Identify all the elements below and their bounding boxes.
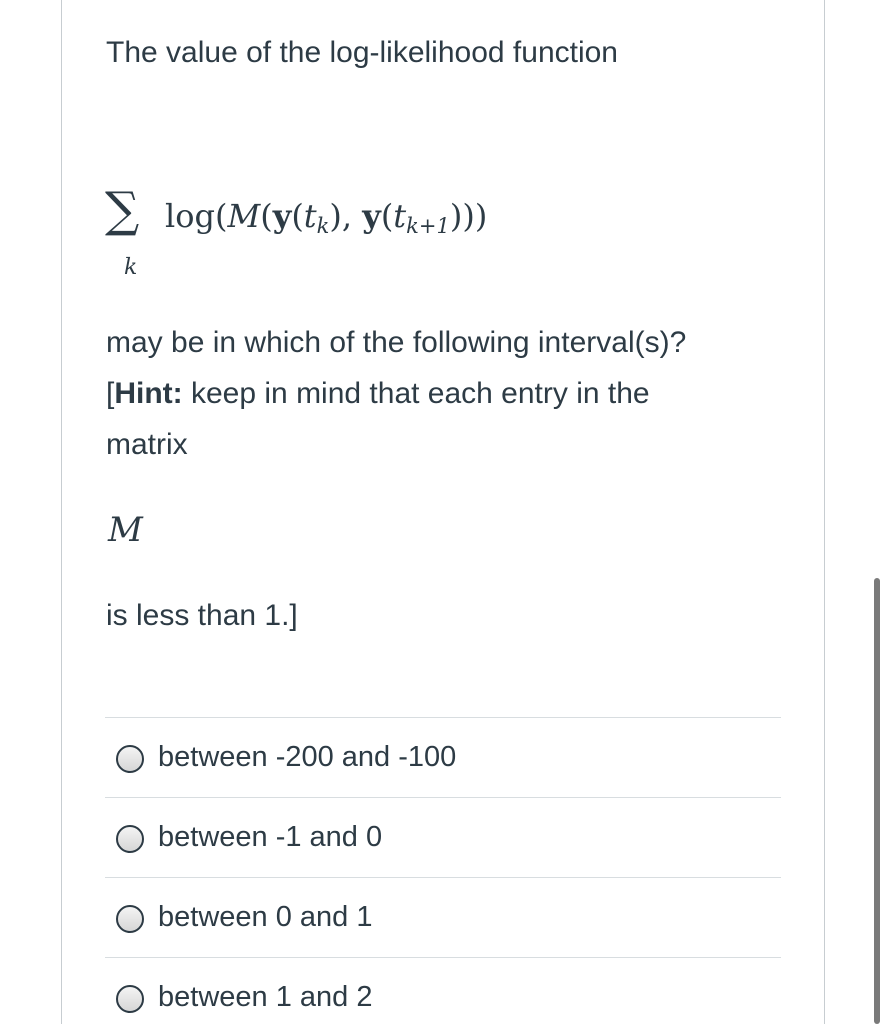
formula-y: y: [272, 197, 292, 235]
answer-option[interactable]: [105, 878, 781, 958]
radio-button[interactable]: [116, 745, 144, 773]
formula-sub-k1: k+1: [406, 214, 450, 238]
formula-t-next: t: [393, 197, 407, 235]
radio-button[interactable]: [116, 825, 144, 853]
answer-label[interactable]: between 0 and 1: [158, 901, 373, 933]
radio-button[interactable]: [116, 905, 144, 933]
formula-y-next: y: [362, 197, 381, 235]
hint-matrix-word: matrix: [106, 428, 188, 461]
answer-options: [105, 717, 781, 1024]
question-title: The value of the log-likelihood function: [106, 36, 618, 69]
formula-matrix: M: [227, 197, 261, 235]
answer-label[interactable]: between -1 and 0: [158, 821, 383, 853]
formula-log: log: [165, 197, 215, 235]
answer-label[interactable]: between -200 and -100: [158, 741, 457, 773]
formula-t: t: [303, 197, 317, 235]
hint-open-bracket: [: [106, 377, 115, 410]
answer-option[interactable]: [105, 718, 781, 798]
question-body: [106, 317, 686, 470]
formula-sub-k: k: [316, 214, 330, 238]
question-intro: may be in which of the following interval(s)?: [106, 326, 687, 359]
log-likelihood-formula: $\log(M(y(t_k)$, $y(t_{k+1})$)): [165, 197, 488, 238]
summation-symbol: ∑: [105, 182, 140, 238]
radio-button[interactable]: [116, 985, 144, 1013]
scrollbar[interactable]: [874, 578, 880, 1024]
hint-text: keep in mind that each entry in the: [182, 377, 650, 410]
matrix-symbol: M: [108, 510, 143, 550]
summation-index: k: [124, 255, 138, 280]
answer-label[interactable]: between 1 and 2: [158, 981, 373, 1013]
hint-label: Hint:: [114, 377, 183, 410]
answer-option[interactable]: [105, 798, 781, 878]
question-hint: [106, 368, 686, 419]
question-tail: is less than 1.]: [106, 599, 298, 632]
answer-option[interactable]: [105, 958, 781, 1024]
